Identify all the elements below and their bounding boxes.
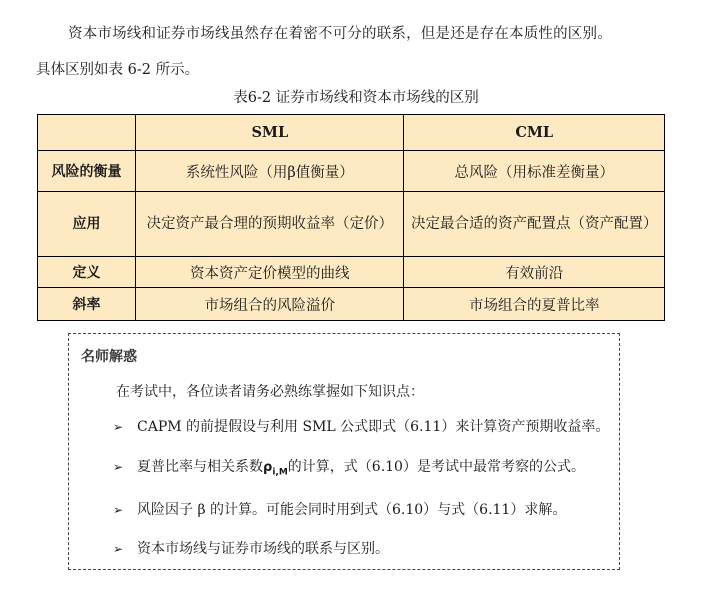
list-item bbox=[113, 416, 609, 436]
cell-sml-application: 决定资产最合理的预期收益率（定价） bbox=[136, 192, 404, 257]
cell-cml-application: 决定最合适的资产配置点（资产配置） bbox=[404, 192, 665, 257]
table-row bbox=[38, 288, 665, 321]
row-label-application: 应用 bbox=[38, 192, 136, 257]
rho-symbol: $\rho_{i,M}$ bbox=[263, 460, 288, 478]
tip-capm-text: CAPM 的前提假设与利用 SML 公式即式（6.11）来计算资产预期收益率。 bbox=[137, 419, 610, 435]
cell-cml-definition: 有效前沿 bbox=[404, 257, 665, 288]
tips-intro: 在考试中，各位读者请务必熟练掌握如下知识点： bbox=[116, 384, 424, 400]
table-caption: 表6-2 证券市场线和资本市场线的区别 bbox=[233, 90, 479, 106]
list-item bbox=[113, 538, 389, 558]
list-item bbox=[113, 499, 566, 519]
arrow-bullet-icon: ➢ bbox=[113, 503, 124, 517]
tip-sharpe-text-start: 夏普比率与相关系数 bbox=[137, 459, 263, 475]
intro-paragraph-line1: 资本市场线和证券市场线虽然存在着密不可分的联系，但是还是存在本质性的区别。 bbox=[68, 26, 612, 42]
cell-cml-slope: 市场组合的夏普比率 bbox=[404, 288, 665, 321]
header-sml: SML bbox=[136, 115, 404, 151]
list-item bbox=[113, 456, 585, 478]
arrow-bullet-icon: ➢ bbox=[113, 420, 124, 434]
expert-tips-box bbox=[68, 333, 620, 570]
tips-title: 名师解惑 bbox=[81, 349, 137, 365]
table-row bbox=[38, 151, 665, 192]
header-empty-cell bbox=[38, 115, 136, 151]
row-label-risk-measure: 风险的衡量 bbox=[38, 151, 136, 192]
cell-sml-definition: 资本资产定价模型的曲线 bbox=[136, 257, 404, 288]
cell-sml-risk: 系统性风险（用β值衡量） bbox=[136, 151, 404, 192]
cell-sml-slope: 市场组合的风险溢价 bbox=[136, 288, 404, 321]
intro-paragraph-line2: 具体区别如表 6-2 所示。 bbox=[36, 62, 200, 78]
rho-subscript: i,M bbox=[272, 467, 288, 478]
table-row bbox=[38, 257, 665, 288]
tip-relation-text: 资本市场线与证券市场线的联系与区别。 bbox=[137, 541, 389, 557]
comparison-table bbox=[37, 114, 665, 321]
tip-sharpe-text-end: 的计算，式（6.10）是考试中最常考察的公式。 bbox=[287, 459, 585, 475]
arrow-bullet-icon: ➢ bbox=[113, 460, 124, 474]
arrow-bullet-icon: ➢ bbox=[113, 542, 124, 556]
tip-beta-text: 风险因子 β 的计算。可能会同时用到式（6.10）与式（6.11）求解。 bbox=[137, 502, 567, 518]
cell-cml-risk: 总风险（用标准差衡量） bbox=[404, 151, 665, 192]
table-header-row bbox=[38, 115, 665, 151]
header-cml: CML bbox=[404, 115, 665, 151]
row-label-slope: 斜率 bbox=[38, 288, 136, 321]
row-label-definition: 定义 bbox=[38, 257, 136, 288]
table-row bbox=[38, 192, 665, 257]
